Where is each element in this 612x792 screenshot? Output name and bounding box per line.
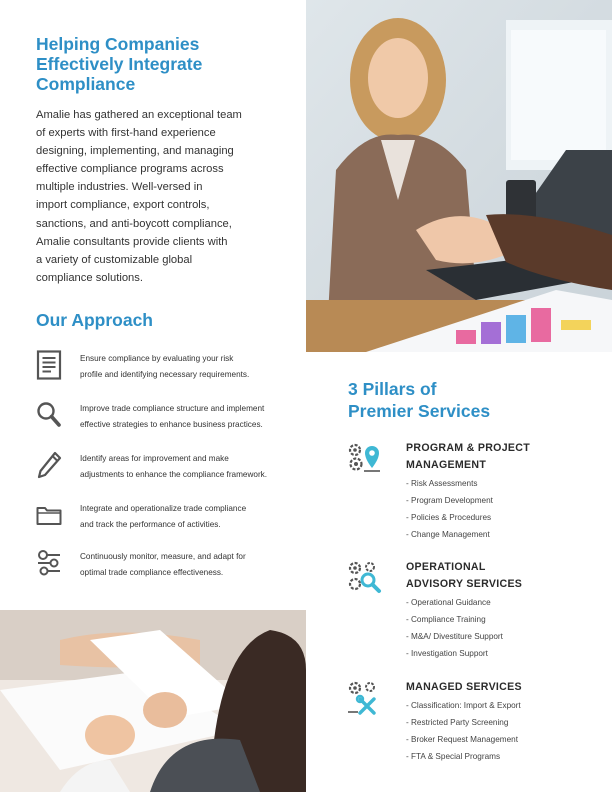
magnifier-icon bbox=[36, 400, 62, 430]
intro-line: import compliance, export controls, bbox=[36, 199, 210, 212]
pillars-heading-line-1: 3 Pillars of bbox=[348, 379, 437, 399]
intro-line: Amalie has gathered an exceptional team bbox=[36, 109, 242, 121]
service-item: - Classification: Import & Export bbox=[406, 697, 586, 714]
pillar-title-line-2: MANAGEMENT bbox=[406, 459, 487, 471]
approach-text-line: Continuously monitor, measure, and adapt for bbox=[80, 552, 246, 561]
approach-text-line: Integrate and operationalize trade compliance bbox=[80, 504, 247, 513]
folder-icon bbox=[36, 500, 62, 530]
intro-line: effective compliance programs across bbox=[36, 163, 224, 176]
pillars-heading-line-2: Premier Services bbox=[348, 401, 491, 421]
service-item: - Broker Request Management bbox=[406, 731, 586, 748]
intro-line: a variety of customizable global bbox=[36, 253, 193, 266]
approach-text-line: optimal trade compliance effectiveness. bbox=[80, 568, 224, 577]
pillar-title-line-1: OPERATIONAL bbox=[406, 561, 486, 573]
approach-text-line: effective strategies to enhance business practices. bbox=[80, 420, 263, 429]
approach-text-line: Identify areas for improvement and make bbox=[80, 454, 229, 463]
approach-item bbox=[36, 350, 298, 390]
handshake-photo bbox=[306, 0, 612, 352]
intro-paragraph bbox=[36, 106, 276, 287]
approach-text-line: adjustments to enhance the compliance framework. bbox=[80, 470, 268, 479]
service-item: - Operational Guidance bbox=[406, 594, 586, 611]
service-item: - Risk Assessments bbox=[406, 475, 586, 492]
pillars-heading bbox=[348, 378, 578, 422]
pillar-service-list bbox=[406, 475, 586, 543]
approach-text-line: Improve trade compliance structure and implement bbox=[80, 404, 265, 413]
document-signing-photo bbox=[0, 610, 306, 792]
pillar-service-list bbox=[406, 594, 586, 662]
approach-item bbox=[36, 548, 298, 588]
pillar-title bbox=[406, 440, 586, 474]
pillar-title-line-1: MANAGED SERVICES bbox=[406, 681, 522, 693]
service-item: - Change Management bbox=[406, 526, 586, 543]
pillar-title bbox=[406, 559, 586, 593]
gears-search-icon bbox=[346, 559, 382, 595]
pillar-title-line-2: ADVISORY SERVICES bbox=[406, 578, 523, 590]
service-item: - FTA & Special Programs bbox=[406, 748, 586, 765]
settings-sliders-icon bbox=[36, 548, 62, 578]
main-heading bbox=[36, 34, 276, 94]
service-item: - Compliance Training bbox=[406, 611, 586, 628]
gears-location-icon bbox=[346, 440, 382, 476]
pillar-title-line-1: PROGRAM & PROJECT bbox=[406, 442, 530, 454]
approach-heading: Our Approach bbox=[36, 310, 153, 330]
service-item: - Investigation Support bbox=[406, 645, 586, 662]
document-icon bbox=[36, 350, 62, 380]
approach-text-line: Ensure compliance by evaluating your risk bbox=[80, 354, 234, 363]
approach-text-line: and track the performance of activities. bbox=[80, 520, 221, 529]
approach-text-line: profile and identifying necessary requirements. bbox=[80, 370, 250, 379]
intro-line: designing, implementing, and managing bbox=[36, 145, 234, 158]
gears-tools-icon bbox=[346, 679, 382, 715]
approach-item bbox=[36, 450, 298, 490]
pillar-service-list bbox=[406, 697, 586, 765]
intro-line: of experts with first-hand experience bbox=[36, 127, 216, 140]
intro-line: multiple industries. Well-versed in bbox=[36, 181, 203, 194]
intro-line: sanctions, and anti-boycott compliance, bbox=[36, 217, 232, 230]
main-heading-line-2: Effectively Integrate bbox=[36, 54, 203, 74]
main-heading-line-1: Helping Companies bbox=[36, 34, 200, 54]
approach-item bbox=[36, 500, 298, 540]
service-item: - Policies & Procedures bbox=[406, 509, 586, 526]
service-item: - M&A/ Divestiture Support bbox=[406, 628, 586, 645]
intro-line: compliance solutions. bbox=[36, 271, 143, 284]
approach-item bbox=[36, 400, 298, 440]
pillar-title bbox=[406, 679, 586, 696]
service-item: - Restricted Party Screening bbox=[406, 714, 586, 731]
service-item: - Program Development bbox=[406, 492, 586, 509]
pencil-icon bbox=[36, 450, 62, 480]
main-heading-line-3: Compliance bbox=[36, 74, 136, 94]
intro-line: Amalie consultants provide clients with bbox=[36, 235, 228, 248]
